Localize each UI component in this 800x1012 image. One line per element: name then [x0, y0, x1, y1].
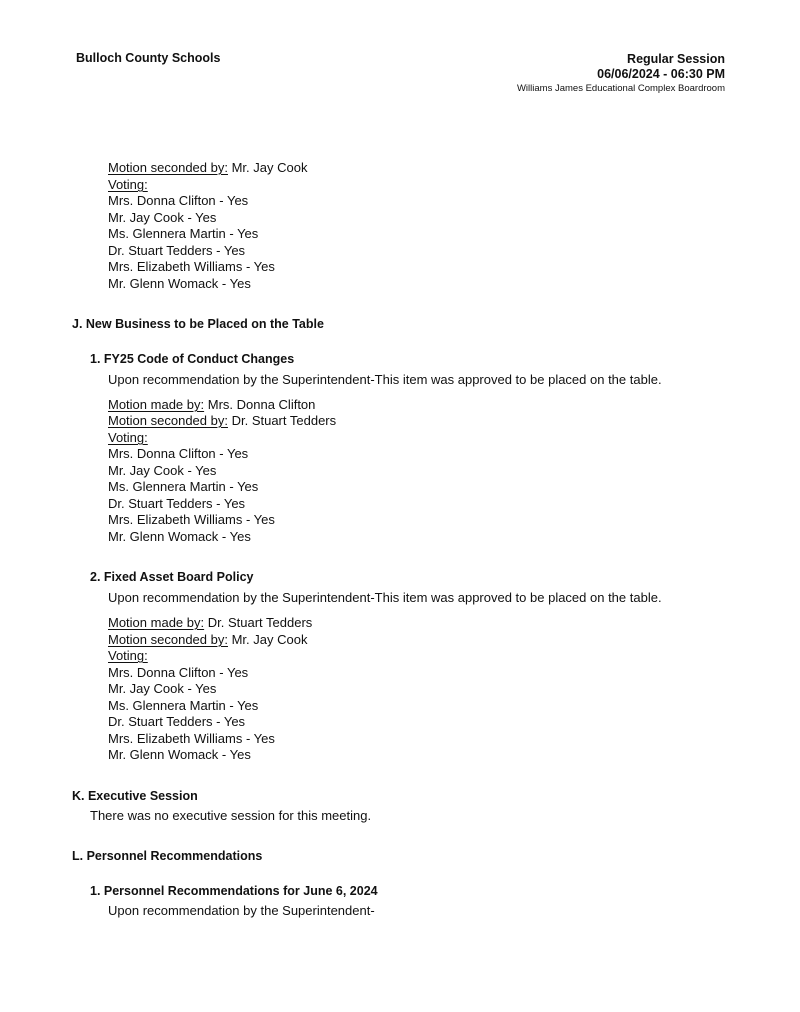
session-info: [517, 51, 725, 95]
vote-entry: Mr. Jay Cook - Yes: [108, 681, 217, 696]
vote-entry: Mrs. Donna Clifton - Yes: [108, 665, 249, 680]
session-datetime: 06/06/2024 - 06:30 PM: [597, 67, 725, 81]
organization-name: Bulloch County Schools: [76, 51, 221, 65]
motion-seconded-value: Mr. Jay Cook: [231, 632, 308, 647]
vote-entry: Ms. Glennera Martin - Yes: [108, 698, 259, 713]
vote-entry: Mr. Glenn Womack - Yes: [108, 529, 251, 544]
session-type: Regular Session: [627, 52, 725, 66]
voting-label: Voting:: [108, 648, 148, 663]
section-k-title: K. Executive Session: [72, 789, 198, 803]
vote-entry: Ms. Glennera Martin - Yes: [108, 479, 259, 494]
motion-made-label: Motion made by:: [108, 615, 205, 630]
motion-seconded-label: Motion seconded by:: [108, 413, 228, 428]
agenda-item-description: Upon recommendation by the Superintendent-: [108, 903, 375, 918]
vote-entry: Mrs. Donna Clifton - Yes: [108, 446, 249, 461]
session-location: Williams James Educational Complex Boardroom: [516, 83, 725, 94]
agenda-item-description: Upon recommendation by the Superintendent-This item was approved to be placed on the table.: [108, 372, 662, 387]
motion-seconded-line: [108, 413, 336, 429]
voting-label: Voting:: [108, 430, 148, 445]
vote-entry: Dr. Stuart Tedders - Yes: [108, 243, 246, 258]
vote-entry: Mr. Jay Cook - Yes: [108, 463, 217, 478]
vote-entry: Ms. Glennera Martin - Yes: [108, 226, 259, 241]
section-k-text: There was no executive session for this meeting.: [90, 808, 372, 823]
motion-seconded-value: Dr. Stuart Tedders: [231, 413, 337, 428]
vote-entry: Dr. Stuart Tedders - Yes: [108, 496, 246, 511]
vote-entry: Mr. Glenn Womack - Yes: [108, 747, 251, 762]
agenda-item-title: 1. FY25 Code of Conduct Changes: [90, 352, 295, 366]
motion-made-value: Mrs. Donna Clifton: [207, 397, 316, 412]
vote-entry: Mrs. Elizabeth Williams - Yes: [108, 259, 275, 274]
motion-made-line: [108, 615, 312, 631]
agenda-item-title: 1. Personnel Recommendations for June 6, 2024: [90, 884, 378, 898]
page-header: [76, 50, 725, 100]
vote-entry: Dr. Stuart Tedders - Yes: [108, 714, 246, 729]
vote-entry: Mrs. Elizabeth Williams - Yes: [108, 731, 275, 746]
vote-entry: Mr. Glenn Womack - Yes: [108, 276, 251, 291]
voting-label: Voting:: [108, 177, 148, 192]
motion-seconded-line: [108, 632, 307, 648]
section-j-title: J. New Business to be Placed on the Table: [72, 317, 324, 331]
motion-made-line: [108, 397, 315, 413]
agenda-item-description: Upon recommendation by the Superintendent-This item was approved to be placed on the table.: [108, 590, 662, 605]
section-l-title: L. Personnel Recommendations: [72, 849, 263, 863]
agenda-item-title: 2. Fixed Asset Board Policy: [90, 570, 254, 584]
motion-seconded-label: Motion seconded by:: [108, 632, 228, 647]
motion-seconded-value: Mr. Jay Cook: [231, 160, 308, 175]
motion-made-label: Motion made by:: [108, 397, 205, 412]
motion-seconded-line: [108, 160, 307, 176]
vote-entry: Mr. Jay Cook - Yes: [108, 210, 217, 225]
motion-made-value: Dr. Stuart Tedders: [207, 615, 313, 630]
vote-entry: Mrs. Elizabeth Williams - Yes: [108, 512, 275, 527]
vote-entry: Mrs. Donna Clifton - Yes: [108, 193, 249, 208]
motion-seconded-label: Motion seconded by:: [108, 160, 228, 175]
